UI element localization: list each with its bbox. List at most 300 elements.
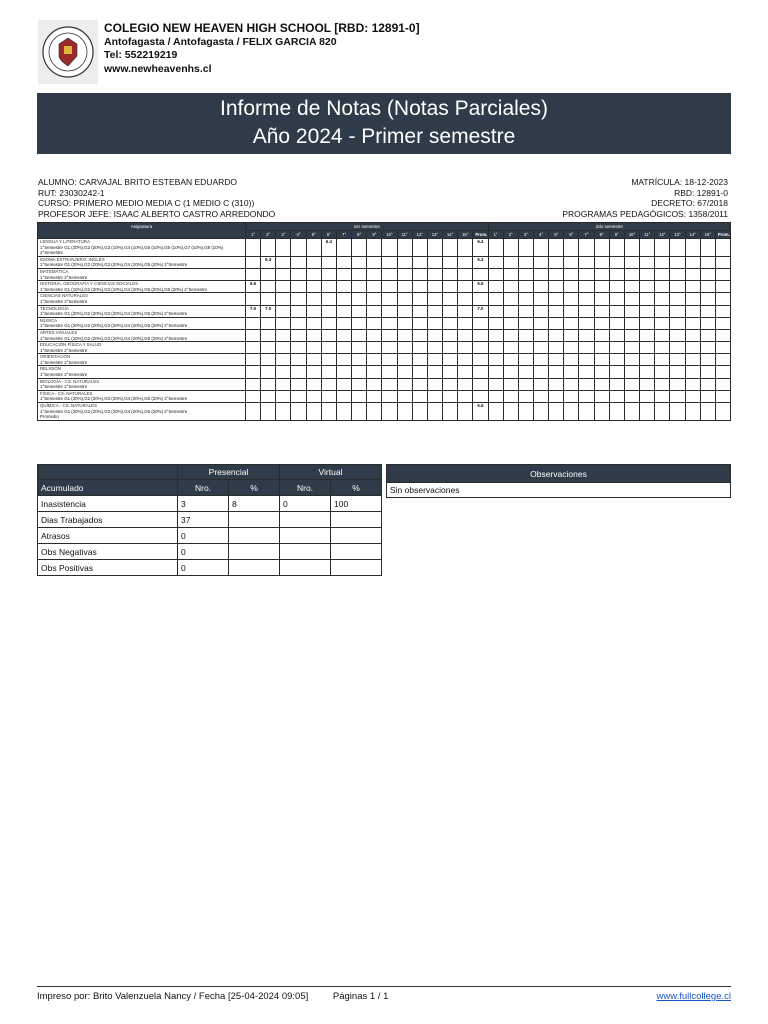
grade-cell (352, 342, 367, 354)
grade-cell (427, 390, 442, 402)
grade-cell (427, 403, 442, 421)
grade-cell (594, 305, 609, 317)
grade-cell (655, 293, 670, 305)
grade-cell (261, 239, 276, 257)
summary-value (331, 528, 382, 544)
school-logo (38, 20, 98, 84)
grade-cell (685, 293, 700, 305)
grade-cell (261, 390, 276, 402)
grade-cell (427, 256, 442, 268)
grade-cell (412, 342, 427, 354)
grade-cell: 6.3 (261, 256, 276, 268)
footer-link[interactable]: www.fullcollege.cl (656, 991, 731, 1002)
grade-cell (640, 256, 655, 268)
grade-cell (397, 378, 412, 390)
grade-column-header: 8° (594, 231, 609, 239)
grade-cell (700, 329, 715, 341)
grade-cell (533, 390, 548, 402)
student-course: CURSO: PRIMERO MEDIO MEDIA C (1 MEDIO C (310)) (38, 198, 255, 209)
grade-cell (352, 317, 367, 329)
grades-table (37, 222, 731, 421)
summary-value: 100 (331, 496, 382, 512)
grade-cell (488, 403, 503, 421)
grade-cell (564, 378, 579, 390)
summary-value (331, 544, 382, 560)
grade-cell (336, 268, 351, 280)
subject-weights: 1°Semestre 2°Semestre (40, 359, 88, 365)
grade-cell (624, 317, 639, 329)
average-cell (473, 366, 488, 378)
grade-cell (579, 342, 594, 354)
grade-cell (685, 305, 700, 317)
summary-value (229, 528, 280, 544)
subject-name: FÍSICA - CS. NATURALES (40, 390, 93, 396)
grade-cell (458, 366, 473, 378)
grade-cell (518, 329, 533, 341)
grade-cell (579, 329, 594, 341)
grade-cell (397, 305, 412, 317)
grade-cell (443, 256, 458, 268)
grade-column-header: 7° (579, 231, 594, 239)
grade-column-header: 2° (503, 231, 518, 239)
grade-cell (715, 342, 730, 354)
grade-cell (382, 317, 397, 329)
grade-cell (276, 268, 291, 280)
grade-cell (715, 317, 730, 329)
grade-cell (640, 268, 655, 280)
grade-cell (336, 366, 351, 378)
grade-cell (533, 329, 548, 341)
subject-cell (38, 329, 246, 341)
summary-row (38, 496, 382, 512)
grade-cell (579, 293, 594, 305)
grade-column-header: 13° (427, 231, 442, 239)
grade-cell (306, 342, 321, 354)
grade-cell (352, 268, 367, 280)
grade-cell (352, 403, 367, 421)
grade-cell (518, 281, 533, 293)
summary-value (280, 544, 331, 560)
summary-subheader-row (38, 480, 382, 496)
grade-cell (397, 317, 412, 329)
grade-cell (579, 239, 594, 257)
grade-cell (427, 329, 442, 341)
grade-cell (412, 317, 427, 329)
grade-cell (685, 239, 700, 257)
grade-column-header: 4° (533, 231, 548, 239)
grade-cell (700, 317, 715, 329)
grade-cell (549, 239, 564, 257)
grade-cell (609, 239, 624, 257)
grade-cell (427, 305, 442, 317)
grade-cell (594, 281, 609, 293)
grade-cell (564, 293, 579, 305)
summary-label: Obs Positivas (38, 560, 178, 576)
grade-column-header: 12° (412, 231, 427, 239)
grade-cell (624, 305, 639, 317)
grade-cell (291, 293, 306, 305)
grade-cell (549, 378, 564, 390)
grade-cell (518, 239, 533, 257)
grade-cell (609, 342, 624, 354)
grade-cell (700, 268, 715, 280)
grade-cell (685, 329, 700, 341)
grade-cell (624, 268, 639, 280)
grade-cell (443, 342, 458, 354)
subject-row (38, 342, 731, 354)
grade-cell (685, 354, 700, 366)
grade-cell (367, 293, 382, 305)
grade-cell (640, 390, 655, 402)
grade-cell (246, 403, 261, 421)
grade-cell (397, 354, 412, 366)
grade-cell (427, 366, 442, 378)
grade-cell (609, 403, 624, 421)
report-title-band (37, 93, 731, 154)
subject-cell (38, 281, 246, 293)
grade-cell (715, 390, 730, 402)
grade-cell (306, 329, 321, 341)
subject-name: IDIOMA EXTRANJERO: INGLÉS (40, 256, 105, 262)
grade-cell (533, 281, 548, 293)
grade-cell (443, 403, 458, 421)
grade-cell (382, 366, 397, 378)
semester1-header: 1er semestre (246, 223, 489, 231)
summary-pct-header: % (331, 480, 382, 496)
grade-cell (488, 354, 503, 366)
grade-cell (594, 403, 609, 421)
grade-cell (624, 403, 639, 421)
grade-cell (261, 317, 276, 329)
student-rut: RUT: 23030242-1 (38, 187, 105, 198)
grade-cell (685, 366, 700, 378)
grade-cell (655, 239, 670, 257)
grade-cell (715, 329, 730, 341)
grade-cell (397, 256, 412, 268)
grade-cell (382, 390, 397, 402)
subject-row (38, 354, 731, 366)
summary-pct-header: % (229, 480, 280, 496)
student-name: ALUMNO: CARVAJAL BRITO ESTEBAN EDUARDO (38, 177, 238, 187)
grade-cell (412, 378, 427, 390)
grade-cell (488, 366, 503, 378)
grade-cell (533, 342, 548, 354)
grade-cell (670, 317, 685, 329)
average-cell (473, 378, 488, 390)
average-cell: 6.6 (473, 403, 488, 421)
subject-weights: 1°Semestre G1 (20%),G2 (20%),G3 (10%),G4 (10%),G5 (10%),G6 (10%),G7 (10%),G8 (10%) (40, 244, 224, 250)
page-footer (37, 986, 731, 1002)
grade-cell (291, 342, 306, 354)
grade-cell (367, 366, 382, 378)
grade-cell (488, 317, 503, 329)
grade-cell (594, 354, 609, 366)
grade-column-header: 9° (609, 231, 624, 239)
grade-cell (291, 403, 306, 421)
pedagogical-programs: PROGRAMAS PEDAGÓGICOS: 1358/2011 (562, 208, 728, 219)
grade-cell (382, 354, 397, 366)
grade-cell (382, 256, 397, 268)
grade-cell (670, 403, 685, 421)
grade-cell (246, 378, 261, 390)
grade-cell (458, 268, 473, 280)
grade-cell (503, 268, 518, 280)
grade-cell (336, 305, 351, 317)
summary-value (280, 560, 331, 576)
grade-cell (594, 342, 609, 354)
summary-presencial-header: Presencial (178, 465, 280, 480)
grade-cell (291, 256, 306, 268)
summary-virtual-header: Virtual (280, 465, 382, 480)
grade-cell (291, 317, 306, 329)
grade-cell (336, 293, 351, 305)
grade-cell (609, 390, 624, 402)
grade-cell (276, 342, 291, 354)
grade-cell (261, 403, 276, 421)
summary-value: 8 (229, 496, 280, 512)
grade-cell (276, 305, 291, 317)
grade-cell (685, 390, 700, 402)
grade-cell (458, 342, 473, 354)
grade-cell (518, 390, 533, 402)
grade-column-header: 9° (367, 231, 382, 239)
grade-cell (549, 403, 564, 421)
grade-cell (412, 403, 427, 421)
subject-row (38, 378, 731, 390)
grade-cell (533, 403, 548, 421)
summary-nro-header: Nro. (178, 480, 229, 496)
grade-cell (670, 366, 685, 378)
grade-cell (564, 354, 579, 366)
grade-cell (533, 256, 548, 268)
grade-column-header: 10° (624, 231, 639, 239)
summary-acumulado-header: Acumulado (38, 480, 178, 496)
school-web: www.newheavenhs.cl (104, 62, 212, 75)
grade-cell (503, 317, 518, 329)
grade-column-header: 5° (306, 231, 321, 239)
grade-cell (291, 239, 306, 257)
observations-text: Sin observaciones (387, 483, 731, 498)
summary-corner (38, 465, 178, 480)
grade-cell (306, 366, 321, 378)
summary-label: Obs Negativas (38, 544, 178, 560)
grade-cell (427, 354, 442, 366)
grade-cell (655, 390, 670, 402)
grade-cell (700, 281, 715, 293)
grade-cell (427, 268, 442, 280)
grade-cell (518, 354, 533, 366)
grade-cell (306, 378, 321, 390)
subject-name: QUÍMICA - CS. NATURALES (40, 403, 98, 409)
grade-cell (549, 366, 564, 378)
grade-cell (564, 256, 579, 268)
grade-cell (533, 293, 548, 305)
grade-cell (503, 305, 518, 317)
grade-cell (624, 342, 639, 354)
grade-cell (503, 293, 518, 305)
subject-row (38, 256, 731, 268)
grade-cell (640, 354, 655, 366)
grade-cell (276, 329, 291, 341)
summary-label: Atrasos (38, 528, 178, 544)
subject-cell (38, 239, 246, 257)
grade-cell (640, 403, 655, 421)
grade-cell (488, 390, 503, 402)
grade-cell (336, 256, 351, 268)
subject-weights: 1°Semestre G1 (20%),G2 (20%),G3 (20%),G4 (20%),G5 (20%) 2°Semestre (40, 396, 188, 402)
grade-cell (655, 378, 670, 390)
grade-cell (412, 366, 427, 378)
grade-cell (685, 281, 700, 293)
grade-cell (655, 268, 670, 280)
grade-cell (412, 281, 427, 293)
grade-cell (397, 239, 412, 257)
grade-cell (291, 281, 306, 293)
subject-name: LENGUA Y LITERATURA (40, 239, 91, 244)
grade-cell (715, 403, 730, 421)
grade-cell (579, 256, 594, 268)
grade-cell (700, 403, 715, 421)
grade-cell (397, 390, 412, 402)
grade-cell (579, 403, 594, 421)
grade-cell (715, 366, 730, 378)
grade-column-header: 10° (382, 231, 397, 239)
grade-cell (321, 281, 336, 293)
grade-cell (412, 305, 427, 317)
subject-cell (38, 317, 246, 329)
grade-cell (640, 317, 655, 329)
grade-cell (336, 317, 351, 329)
grade-column-header: 15° (458, 231, 473, 239)
grade-cell (246, 268, 261, 280)
grade-cell (579, 281, 594, 293)
grade-cell (306, 256, 321, 268)
subject-weights: 1°Semestre 2°Semestre (40, 274, 88, 280)
grade-cell (564, 329, 579, 341)
asignatura-header: Asignatura (38, 223, 246, 239)
decree: DECRETO: 67/2018 (651, 198, 728, 209)
grade-cell (276, 317, 291, 329)
grade-cell (670, 239, 685, 257)
grade-cell (594, 268, 609, 280)
grade-cell (321, 354, 336, 366)
grade-cell (715, 281, 730, 293)
grade-cell (549, 390, 564, 402)
grade-cell (336, 342, 351, 354)
grade-cell (655, 403, 670, 421)
grade-cell (352, 366, 367, 378)
grade-cell (352, 256, 367, 268)
grade-cell (352, 390, 367, 402)
grade-cell (624, 390, 639, 402)
subject-weights: 2°Semestre (40, 250, 63, 256)
subject-row (38, 366, 731, 378)
grade-cell (564, 281, 579, 293)
grade-cell (488, 342, 503, 354)
grade-cell (564, 317, 579, 329)
summary-nro-header: Nro. (280, 480, 331, 496)
grade-cell (518, 256, 533, 268)
grade-column-header: 6° (564, 231, 579, 239)
grade-cell: 6.6 (246, 281, 261, 293)
grade-cell (427, 281, 442, 293)
grade-cell (397, 268, 412, 280)
summary-label: Inasistencia (38, 496, 178, 512)
grade-cell: 7.0 (246, 305, 261, 317)
grade-cell (700, 390, 715, 402)
grade-cell (458, 403, 473, 421)
grade-cell (261, 354, 276, 366)
subject-cell (38, 305, 246, 317)
subject-row (38, 293, 731, 305)
grade-cell (367, 305, 382, 317)
grade-cell (291, 268, 306, 280)
head-teacher: PROFESOR JEFE: ISAAC ALBERTO CASTRO ARREDONDO (38, 208, 276, 219)
grade-cell (352, 281, 367, 293)
grade-column-header: 5° (549, 231, 564, 239)
grade-cell (382, 378, 397, 390)
grade-cell (533, 305, 548, 317)
observations-table (386, 464, 731, 498)
grade-cell (291, 329, 306, 341)
average-cell (473, 342, 488, 354)
grade-cell (291, 354, 306, 366)
grade-column-header: 15° (700, 231, 715, 239)
grade-cell (261, 329, 276, 341)
school-rbd: RBD: 12891-0 (674, 187, 728, 198)
grade-cell: 7.0 (261, 305, 276, 317)
grade-cell (367, 354, 382, 366)
grade-cell (443, 268, 458, 280)
grade-cell (685, 403, 700, 421)
grade-cell (246, 293, 261, 305)
grade-cell (382, 293, 397, 305)
grade-cell (533, 378, 548, 390)
average-cell: 6.3 (473, 256, 488, 268)
grade-cell (655, 366, 670, 378)
grade-cell (518, 305, 533, 317)
grade-cell (700, 354, 715, 366)
grade-cell (336, 403, 351, 421)
grade-cell (321, 378, 336, 390)
grade-cell (640, 366, 655, 378)
grade-cell (670, 305, 685, 317)
subject-row (38, 281, 731, 293)
grade-cell (443, 239, 458, 257)
grade-cell (609, 268, 624, 280)
grade-cell (321, 256, 336, 268)
summary-value: 0 (178, 528, 229, 544)
grade-cell (503, 354, 518, 366)
grade-cell (321, 390, 336, 402)
grade-cell (458, 317, 473, 329)
grade-column-header: 6° (321, 231, 336, 239)
school-info (562, 177, 728, 219)
subject-name: BIOLOGÍA - CS. NATURALES (40, 378, 100, 384)
grade-cell (503, 403, 518, 421)
grade-cell (609, 305, 624, 317)
grade-cell (443, 305, 458, 317)
grade-cell (503, 239, 518, 257)
student-info (38, 177, 275, 219)
grade-cell (594, 390, 609, 402)
grade-cell (670, 256, 685, 268)
grade-cell (306, 281, 321, 293)
grade-cell (549, 354, 564, 366)
grade-cell (700, 378, 715, 390)
grade-cell (533, 317, 548, 329)
summary-row (38, 528, 382, 544)
